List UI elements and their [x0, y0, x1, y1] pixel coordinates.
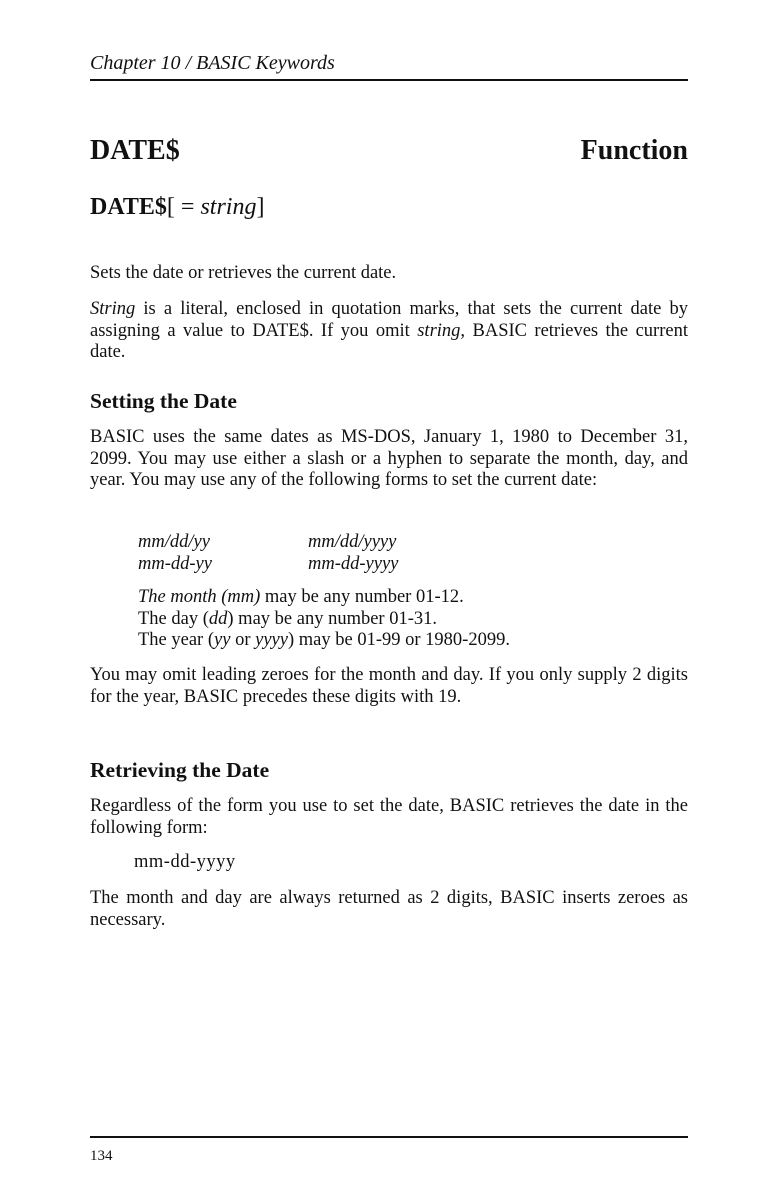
month-range-line: The month (mm) may be any number 01-12. — [138, 587, 464, 607]
date-forms-row — [138, 554, 538, 576]
year-range-line: The year (yy or yyyy) may be 01-99 or 1980-2099. — [138, 630, 510, 650]
date-form: mm-dd-yyyy — [308, 553, 399, 574]
date-form: mm/dd/yy — [138, 532, 210, 552]
return-format: mm-dd-yyyy — [134, 852, 236, 872]
syntax-open-bracket: [ = — [166, 194, 201, 220]
date-form: mm-dd-yy — [138, 553, 212, 574]
string-term-inline: string, — [417, 320, 466, 341]
setting-date-heading: Setting the Date — [90, 389, 237, 413]
date-form: mm/dd/yyyy — [308, 532, 397, 552]
page-number: 134 — [90, 1148, 113, 1164]
date-forms-table — [138, 532, 538, 575]
range-lines — [138, 587, 678, 652]
entry-heading — [90, 134, 688, 168]
leading-zeroes-note: You may omit leading zeroes for the month and day. If you only supply 2 digits for the year, BASIC precedes these digits with 19. — [90, 665, 688, 707]
day-range-line: The day (dd) may be any number 01-31. — [138, 608, 437, 629]
syntax-line — [90, 192, 688, 222]
syntax-close-bracket: ] — [256, 194, 265, 220]
retrieving-date-heading: Retrieving the Date — [90, 758, 270, 782]
string-paragraph: String is a literal, enclosed in quotation marks, that sets the current date by assigning a value to DATE$. If you omit string, BASIC retrieves the current date. — [90, 299, 688, 362]
date-forms-row — [138, 532, 538, 554]
return-digits-note: The month and day are always returned as 2 digits, BASIC inserts zeroes as necessary. — [90, 888, 688, 930]
syntax-argument: string — [200, 194, 257, 220]
running-head — [90, 50, 688, 81]
retrieving-date-intro: Regardless of the form you use to set the date, BASIC retrieves the date in the following form: — [90, 796, 688, 838]
footer-rule — [90, 1136, 688, 1138]
syntax-keyword: DATE$ — [90, 194, 167, 220]
entry-keyword: DATE$ — [90, 135, 180, 166]
entry-type: Function — [580, 135, 688, 166]
manual-page — [90, 0, 688, 1204]
chapter-label: Chapter 10 — [90, 52, 181, 74]
running-head-separator: / — [180, 52, 197, 74]
setting-date-intro: BASIC uses the same dates as MS-DOS, January 1, 1980 to December 31, 2099. You may use either a slash or a hyphen to separate the month, day, and year. You may use any of the following forms to set the current date: — [90, 427, 688, 490]
string-term: String — [90, 299, 136, 319]
chapter-title: BASIC Keywords — [196, 52, 335, 74]
description-paragraph: Sets the date or retrieves the current date. — [90, 263, 397, 283]
